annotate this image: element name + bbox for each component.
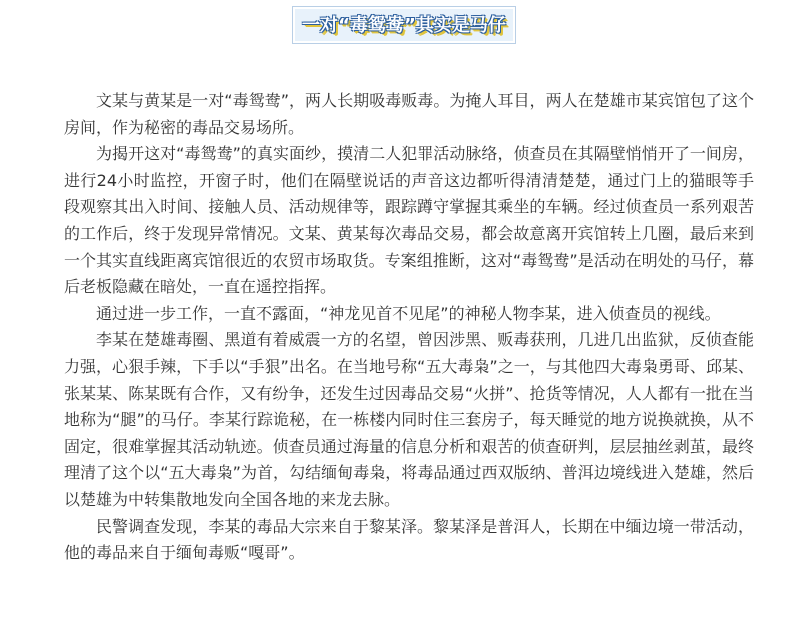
paragraph: 通过进一步工作，一直不露面，“神龙见首不见尾”的神秘人物李某，进入侦查员的视线。 bbox=[96, 303, 721, 323]
article-body bbox=[64, 88, 754, 567]
paragraph: 文某与黄某是一对“毒鸳鸯”，两人长期吸毒贩毒。为掩人耳目，两人在楚雄市某宾馆包了这个房间，作为秘密的毒品交易场所。 bbox=[64, 91, 754, 137]
article-title: 一对“毒鸳鸯”其实是马仔 bbox=[302, 15, 506, 36]
paragraph: 李某在楚雄毒圈、黑道有着威震一方的名望，曾因涉黑、贩毒获刑，几进几出监狱，反侦查能力强，心狠手辣，下手以“手狠”出名。在当地号称“五大毒枭”之一，与其他四大毒枭勇哥、邱某、张某某、陈某既有合作，又有纷争，还发生过因毒品交易“火拼”、抢货等情况，人人都有一批在当地称为“腿”的马仔。李某行踪诡秘，在一栋楼内同时住三套房子，每天睡觉的地方说换就换，从不固定，很难掌握其活动轨迹。侦查员通过海量的信息分析和艰苦的侦查研判，层层抽丝剥茧，最终理清了这个以“五大毒枭”为首，勾结缅甸毒枭，将毒品通过西双版纳、普洱边境线进入楚雄，然后以楚雄为中转集散地发向全国各地的来龙去脉。 bbox=[64, 330, 754, 509]
title-frame bbox=[292, 6, 516, 44]
paragraph: 为揭开这对“毒鸳鸯”的真实面纱，摸清二人犯罪活动脉络，侦查员在其隔壁悄悄开了一间房，进行24小时监控，开窗子时，他们在隔壁说话的声音这边都听得清清楚楚，通过门上的猫眼等手段观察其出入时间、接触人员、活动规律等，跟踪蹲守掌握其乘坐的车辆。经过侦查员一系列艰苦的工作后，终于发现异常情况。文某、黄某每次毒品交易，都会故意离开宾馆转上几圈，最后来到一个其实直线距离宾馆很近的农贸市场取货。专案组推断，这对“毒鸳鸯”是活动在明处的马仔，幕后老板隐藏在暗处，一直在遥控指挥。 bbox=[64, 144, 754, 297]
paragraph: 民警调查发现，李某的毒品大宗来自于黎某泽。黎某泽是普洱人，长期在中缅边境一带活动，他的毒品来自于缅甸毒贩“嘎哥”。 bbox=[64, 516, 754, 563]
title-background bbox=[295, 9, 513, 41]
title-banner bbox=[0, 6, 808, 44]
